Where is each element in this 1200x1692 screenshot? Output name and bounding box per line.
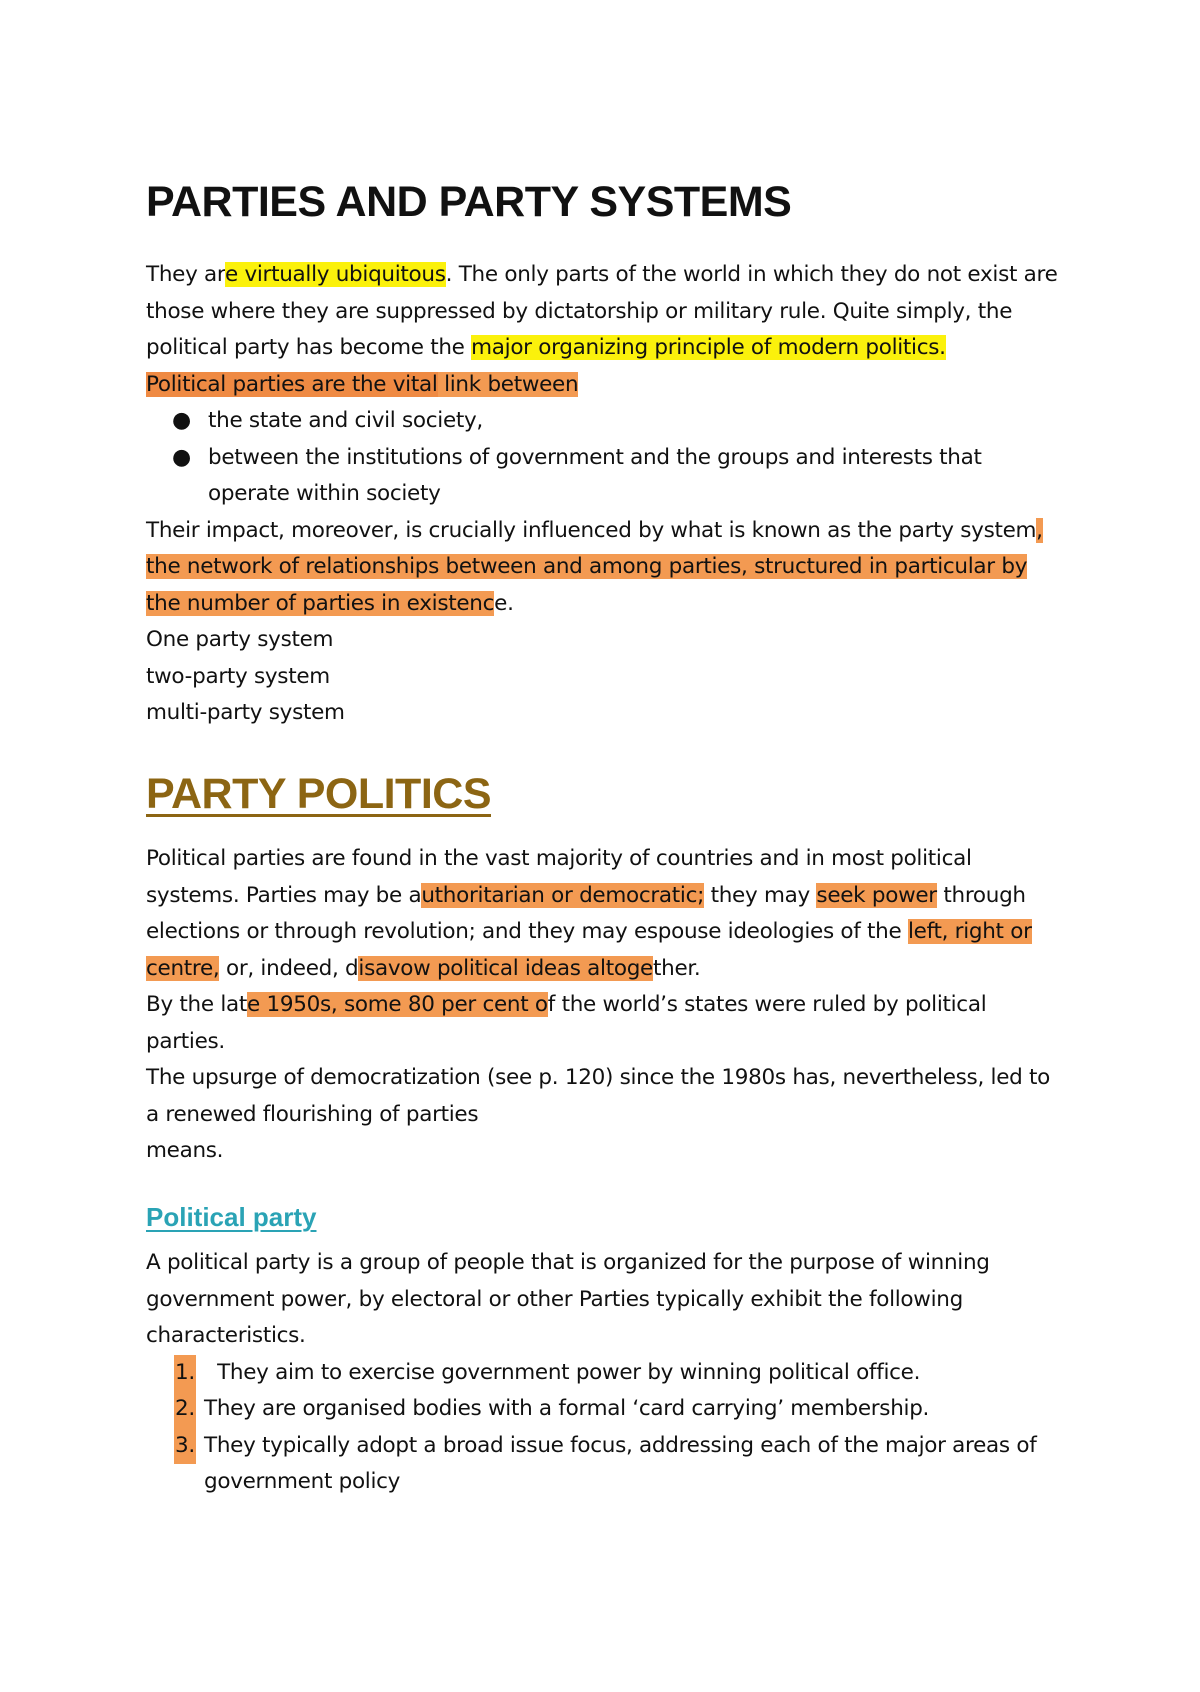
link-bullet-list (146, 403, 1066, 513)
list-number: 3. (174, 1428, 196, 1465)
document-page (146, 178, 1066, 1501)
subsection-heading: Political party (146, 1201, 317, 1232)
intro-paragraph (146, 257, 1066, 403)
system-item: One party system (146, 627, 334, 653)
characteristics-list (146, 1355, 1066, 1501)
highlight: e virtually ubiquitous (225, 262, 446, 288)
list-item: 2. They are organised bodies with a formal ‘card carrying’ membership. (204, 1391, 1066, 1428)
system-item: multi-party system (146, 700, 345, 726)
list-item: ● between the institutions of government and the groups and interests that operate within society (208, 440, 1066, 513)
list-number: 2. (174, 1391, 196, 1428)
definition-paragraph: A political party is a group of people that is organized for the purpose of winning government power, by electoral or other Parties typically exhibit the following characteristics. (146, 1250, 990, 1349)
highlight: uthoritarian or democratic; (421, 882, 705, 908)
page-title: PARTIES AND PARTY SYSTEMS (146, 178, 792, 226)
list-item: 1. They aim to exercise government power by winning political office. (204, 1355, 1066, 1392)
highlight: Political parties are the vital (146, 371, 438, 397)
highlight: major organizing principle of modern politics. (471, 335, 946, 361)
section-heading: PARTY POLITICS (146, 769, 491, 818)
system-item: two-party system (146, 663, 330, 689)
highlight: left, right or centre, (146, 919, 1032, 981)
late-1950s-paragraph: By the late 1950s, some 80 per cent of the world’s states were ruled by political parties. (146, 992, 987, 1054)
means-text: means. (146, 1138, 224, 1164)
highlight: isavow political ideas altoge (358, 955, 653, 981)
highlight: seek power (816, 882, 937, 908)
highlight: link between (437, 371, 579, 397)
bullet-icon: ● (172, 408, 191, 434)
highlight: , the network of relationships between and among parties, structured in particular by the number of parties in existenc (146, 517, 1043, 616)
impact-paragraph: Their impact, moreover, is crucially influenced by what is known as the party system, the network of relationships between and among parties, structured in particular by the number of parties in existence. (146, 517, 1043, 616)
bullet-icon: ● (172, 444, 191, 470)
party-politics-paragraph: Political parties are found in the vast majority of countries and in most political systems. Parties may be authoritarian or democratic; they may seek power through elections or through revolution; and they may espouse ideologies of the left, right or centre, or, indeed, disavow political ideas altogether. (146, 846, 1032, 981)
intro-text: . The only parts of the world in which they do not exist are those where they are suppressed by dictatorship or military rule. Quite simply, the political party has become the (146, 262, 1058, 361)
list-item: ● the state and civil society, (208, 403, 1066, 440)
list-item: 3. They typically adopt a broad issue focus, addressing each of the major areas of government policy (204, 1428, 1066, 1501)
upsurge-paragraph: The upsurge of democratization (see p. 120) since the 1980s has, nevertheless, led to a renewed flourishing of parties (146, 1065, 1050, 1127)
list-number: 1. (174, 1355, 196, 1392)
intro-text: They ar (146, 262, 225, 288)
highlight: e 1950s, some 80 per cent o (247, 992, 548, 1018)
